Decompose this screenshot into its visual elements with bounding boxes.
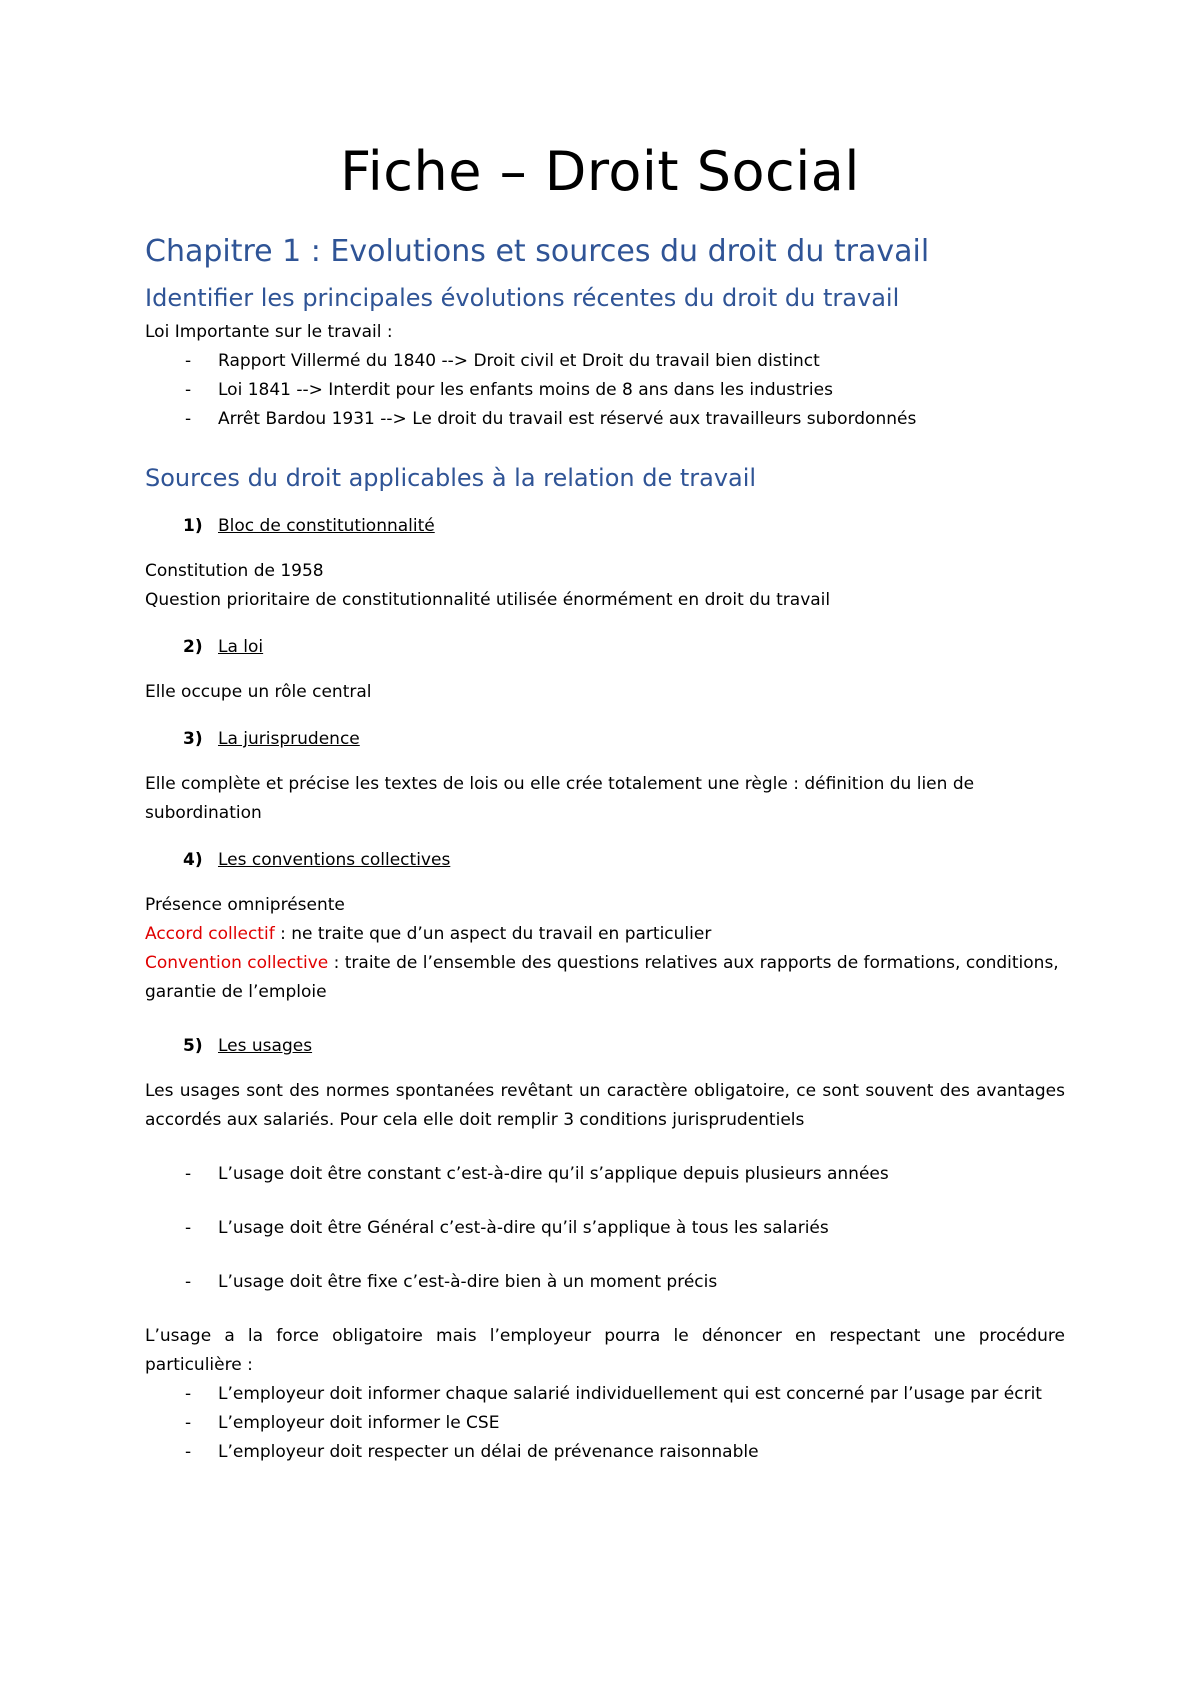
list-item: - L’employeur doit informer chaque salarié individuellement qui est concerné par l’usage par écrit [145,1380,1065,1409]
source-description [145,891,1065,1007]
procedure-list [145,1380,1065,1467]
item-number: 2) [183,637,203,657]
list-item: - Loi 1841 --> Interdit pour les enfants moins de 8 ans dans les industries [145,376,1065,405]
list-item: - L’employeur doit informer le CSE [145,1409,1065,1438]
term-definition: : ne traite que d’un aspect du travail en particulier [274,924,712,944]
section-heading-sources: Sources du droit applicables à la relation de travail [145,464,757,492]
document-title: Fiche – Droit Social [340,140,860,203]
force-paragraph: L’usage a la force obligatoire mais l’employeur pourra le dénoncer en respectant une procédure particulière : [145,1326,1065,1375]
list-item: - L’usage doit être fixe c’est-à-dire bien à un moment précis [145,1268,1065,1297]
item-number: 4) [183,850,203,870]
numbered-heading [145,1032,1065,1061]
list-item: - L’usage doit être Général c’est-à-dire qu’il s’applique à tous les salariés [145,1214,1065,1243]
definition-accord [145,920,1065,949]
item-title: Les usages [218,1036,313,1056]
text-line: Question prioritaire de constitutionnalité utilisée énormément en droit du travail [145,590,831,610]
document-body [145,232,1065,1467]
section-intro: Loi Importante sur le travail : [145,322,393,342]
definition-convention [145,949,1065,1007]
term-label: Convention collective [145,953,329,973]
item-number: 3) [183,729,203,749]
numbered-heading [145,725,1065,754]
source-description [145,678,1065,707]
item-title: Bloc de constitutionnalité [218,516,435,536]
conditions-list [145,1160,1065,1297]
term-definition: : traite de l’ensemble des questions relatives aux rapports de formations, conditions, garantie de l’emploie [145,953,1059,1002]
numbered-heading [145,512,1065,541]
item-number: 5) [183,1036,203,1056]
source-description [145,557,1065,615]
usages-paragraph: Les usages sont des normes spontanées revêtant un caractère obligatoire, ce sont souvent des avantages accordés aux salariés. Pour cela elle doit remplir 3 conditions jurisprudentiels [145,1081,1065,1130]
list-item: - Arrêt Bardou 1931 --> Le droit du travail est réservé aux travailleurs subordonnés [145,405,1065,434]
text-line: Elle complète et précise les textes de lois ou elle crée totalement une règle : définition du lien de subordination [145,774,975,823]
term-label: Accord collectif [145,924,275,944]
source-description [145,770,1065,828]
evolutions-list [145,347,1065,434]
text-line: Présence omniprésente [145,895,345,915]
item-title: La loi [218,637,264,657]
text-line: Elle occupe un rôle central [145,682,372,702]
item-number: 1) [183,516,203,536]
item-title: Les conventions collectives [218,850,451,870]
list-item: - L’employeur doit respecter un délai de prévenance raisonnable [145,1438,1065,1467]
numbered-heading [145,633,1065,662]
item-title: La jurisprudence [218,729,360,749]
chapter-title: Chapitre 1 : Evolutions et sources du droit du travail [145,234,930,269]
text-line: Constitution de 1958 [145,561,324,581]
section-heading-evolutions: Identifier les principales évolutions récentes du droit du travail [145,284,900,312]
numbered-heading [145,846,1065,875]
list-item: - Rapport Villermé du 1840 --> Droit civil et Droit du travail bien distinct [145,347,1065,376]
list-item: - L’usage doit être constant c’est-à-dire qu’il s’applique depuis plusieurs années [145,1160,1065,1189]
